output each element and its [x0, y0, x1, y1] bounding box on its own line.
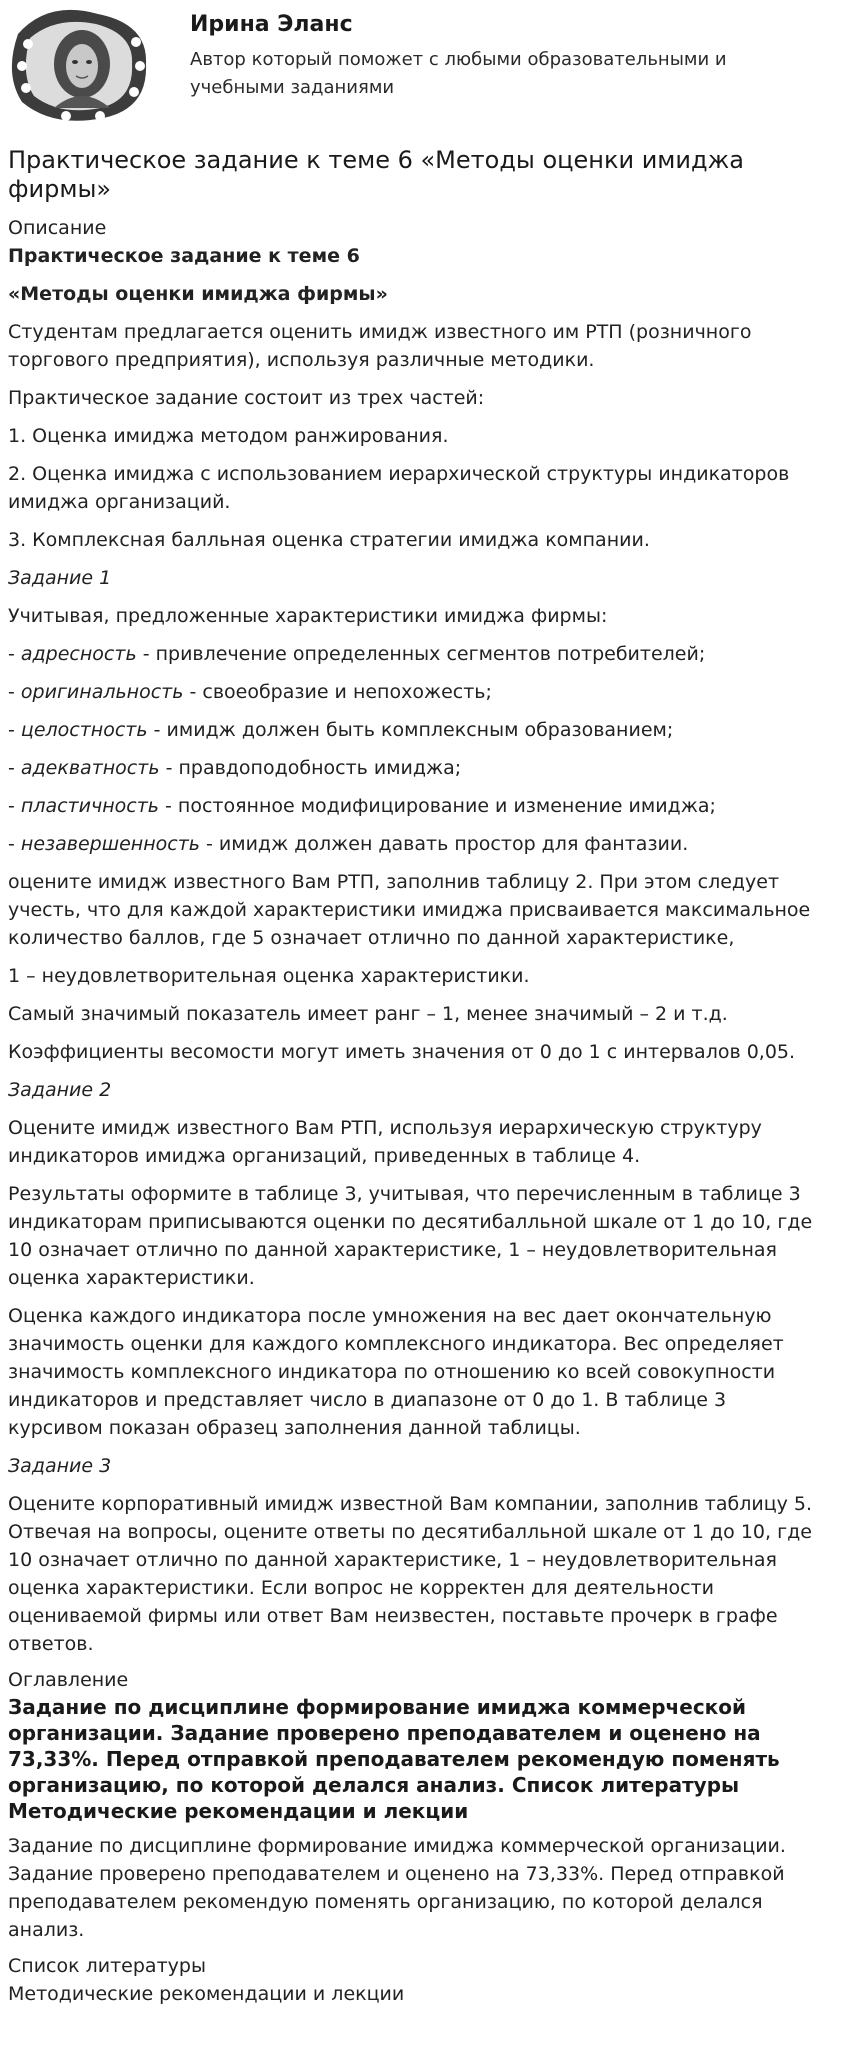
task2-paragraph: Оценка каждого индикатора после умножения на вес дает окончательную значимость оценки для каждого комплексного индикатора. Вес определяет значимость комплексного индикатора по отношению ко всей совокупности индикаторов и представляет число в диапазоне от 0 до 1. В таблице 3 курсивом показан образец заполнения данной таблицы. [8, 1305, 784, 1439]
characteristic-item: - пластичность - постоянное модифицирование и изменение имиджа; [8, 795, 716, 817]
task1-paragraph: 1 – неудовлетворительная оценка характеристики. [8, 965, 530, 987]
characteristic-term: оригинальность [20, 681, 184, 703]
task2-paragraph: Оцените имидж известного Вам РТП, используя иерархическую структуру индикаторов имиджа организаций, приведенных в таблице 4. [8, 1117, 762, 1167]
author-name[interactable]: Ирина Эланс [190, 12, 353, 37]
description-label: Описание [8, 217, 107, 239]
characteristic-term: адекватность [20, 757, 160, 779]
task2-paragraph: Результаты оформите в таблице 3, учитывая, что перечисленным в таблице 3 индикаторам приписываются оценки по десятибалльной шкале от 1 до 10, где 10 означает отлично по данной характеристике, 1 – неудовлетворительная оценка характеристики. [8, 1183, 813, 1289]
characteristic-term: пластичность [20, 795, 159, 817]
page-title: Практическое задание к теме 6 «Методы оценки имиджа фирмы» [8, 146, 744, 203]
characteristic-term: целостность [20, 719, 148, 741]
author-avatar[interactable] [8, 4, 154, 126]
characteristic-item: - целостность - имидж должен быть комплексным образованием; [8, 719, 674, 741]
description-section [8, 214, 823, 1658]
description-intro: Студентам предлагается оценить имидж известного им РТП (розничного торгового предприятия), используя различные методики. [8, 321, 752, 371]
task1-title: Задание 1 [8, 567, 112, 589]
task1-paragraph: Самый значимый показатель имеет ранг – 1, менее значимый – 2 и т.д. [8, 1003, 728, 1025]
author-description: Автор который поможет с любыми образовательными и учебными заданиями [190, 49, 727, 98]
description-heading-2: «Методы оценки имиджа фирмы» [8, 283, 388, 305]
characteristic-item: - адекватность - правдоподобность имиджа; [8, 757, 462, 779]
parts-lead: Практическое задание состоит из трех частей: [8, 387, 485, 409]
toc-label: Оглавление [8, 1669, 129, 1691]
characteristic-item: - адресность - привлечение определенных сегментов потребителей; [8, 643, 706, 665]
part-item: 1. Оценка имиджа методом ранжирования. [8, 425, 449, 447]
toc-line: Список литературы [8, 1955, 206, 1977]
part-item: 3. Комплексная балльная оценка стратегии имиджа компании. [8, 529, 650, 551]
task1-lead: Учитывая, предложенные характеристики имиджа фирмы: [8, 605, 608, 627]
author-block [8, 0, 823, 132]
characteristic-item: - незавершенность - имидж должен давать простор для фантазии. [8, 833, 689, 855]
toc-heading: Задание по дисциплине формирование имиджа коммерческой организации. Задание проверено преподавателем и оценено на 73,33%. Перед отправкой преподавателем рекомендую поменять организацию, по которой делался анализ. Список литературы Методические рекомендации и лекции [8, 1695, 780, 1823]
task2-title: Задание 2 [8, 1079, 112, 1101]
task1-paragraph: Коэффициенты весомости могут иметь значения от 0 до 1 с интервалов 0,05. [8, 1041, 796, 1063]
task1-paragraph: оцените имидж известного Вам РТП, заполнив таблицу 2. При этом следует учесть, что для каждой характеристики имиджа присваивается максимальное количество баллов, где 5 означает отлично по данной характеристике, [8, 871, 811, 949]
task3-paragraph: Оцените корпоративный имидж известной Вам компании, заполнив таблицу 5. Отвечая на вопросы, оцените ответы по десятибалльной шкале от 1 до 10, где 10 означает отлично по данной характеристике, 1 – неудовлетворительная оценка характеристики. Если вопрос не корректен для деятельности оцениваемой фирмы или ответ Вам неизвестен, поставьте прочерк в графе ответов. [8, 1493, 813, 1655]
task3-title: Задание 3 [8, 1455, 112, 1477]
characteristic-term: незавершенность [20, 833, 200, 855]
toc-line: Методические рекомендации и лекции [8, 1983, 405, 2005]
description-heading-1: Практическое задание к теме 6 [8, 245, 360, 267]
part-item: 2. Оценка имиджа с использованием иерархической структуры индикаторов имиджа организаций. [8, 463, 790, 513]
characteristic-term: адресность [20, 643, 137, 665]
author-avatar-icon [8, 4, 154, 126]
characteristic-item: - оригинальность - своеобразие и непохожесть; [8, 681, 492, 703]
toc-body: Задание по дисциплине формирование имиджа коммерческой организации. Задание проверено преподавателем и оценено на 73,33%. Перед отправкой преподавателем рекомендую поменять организацию, по которой делался анализ. [8, 1835, 786, 1941]
toc-section [8, 1666, 823, 2008]
